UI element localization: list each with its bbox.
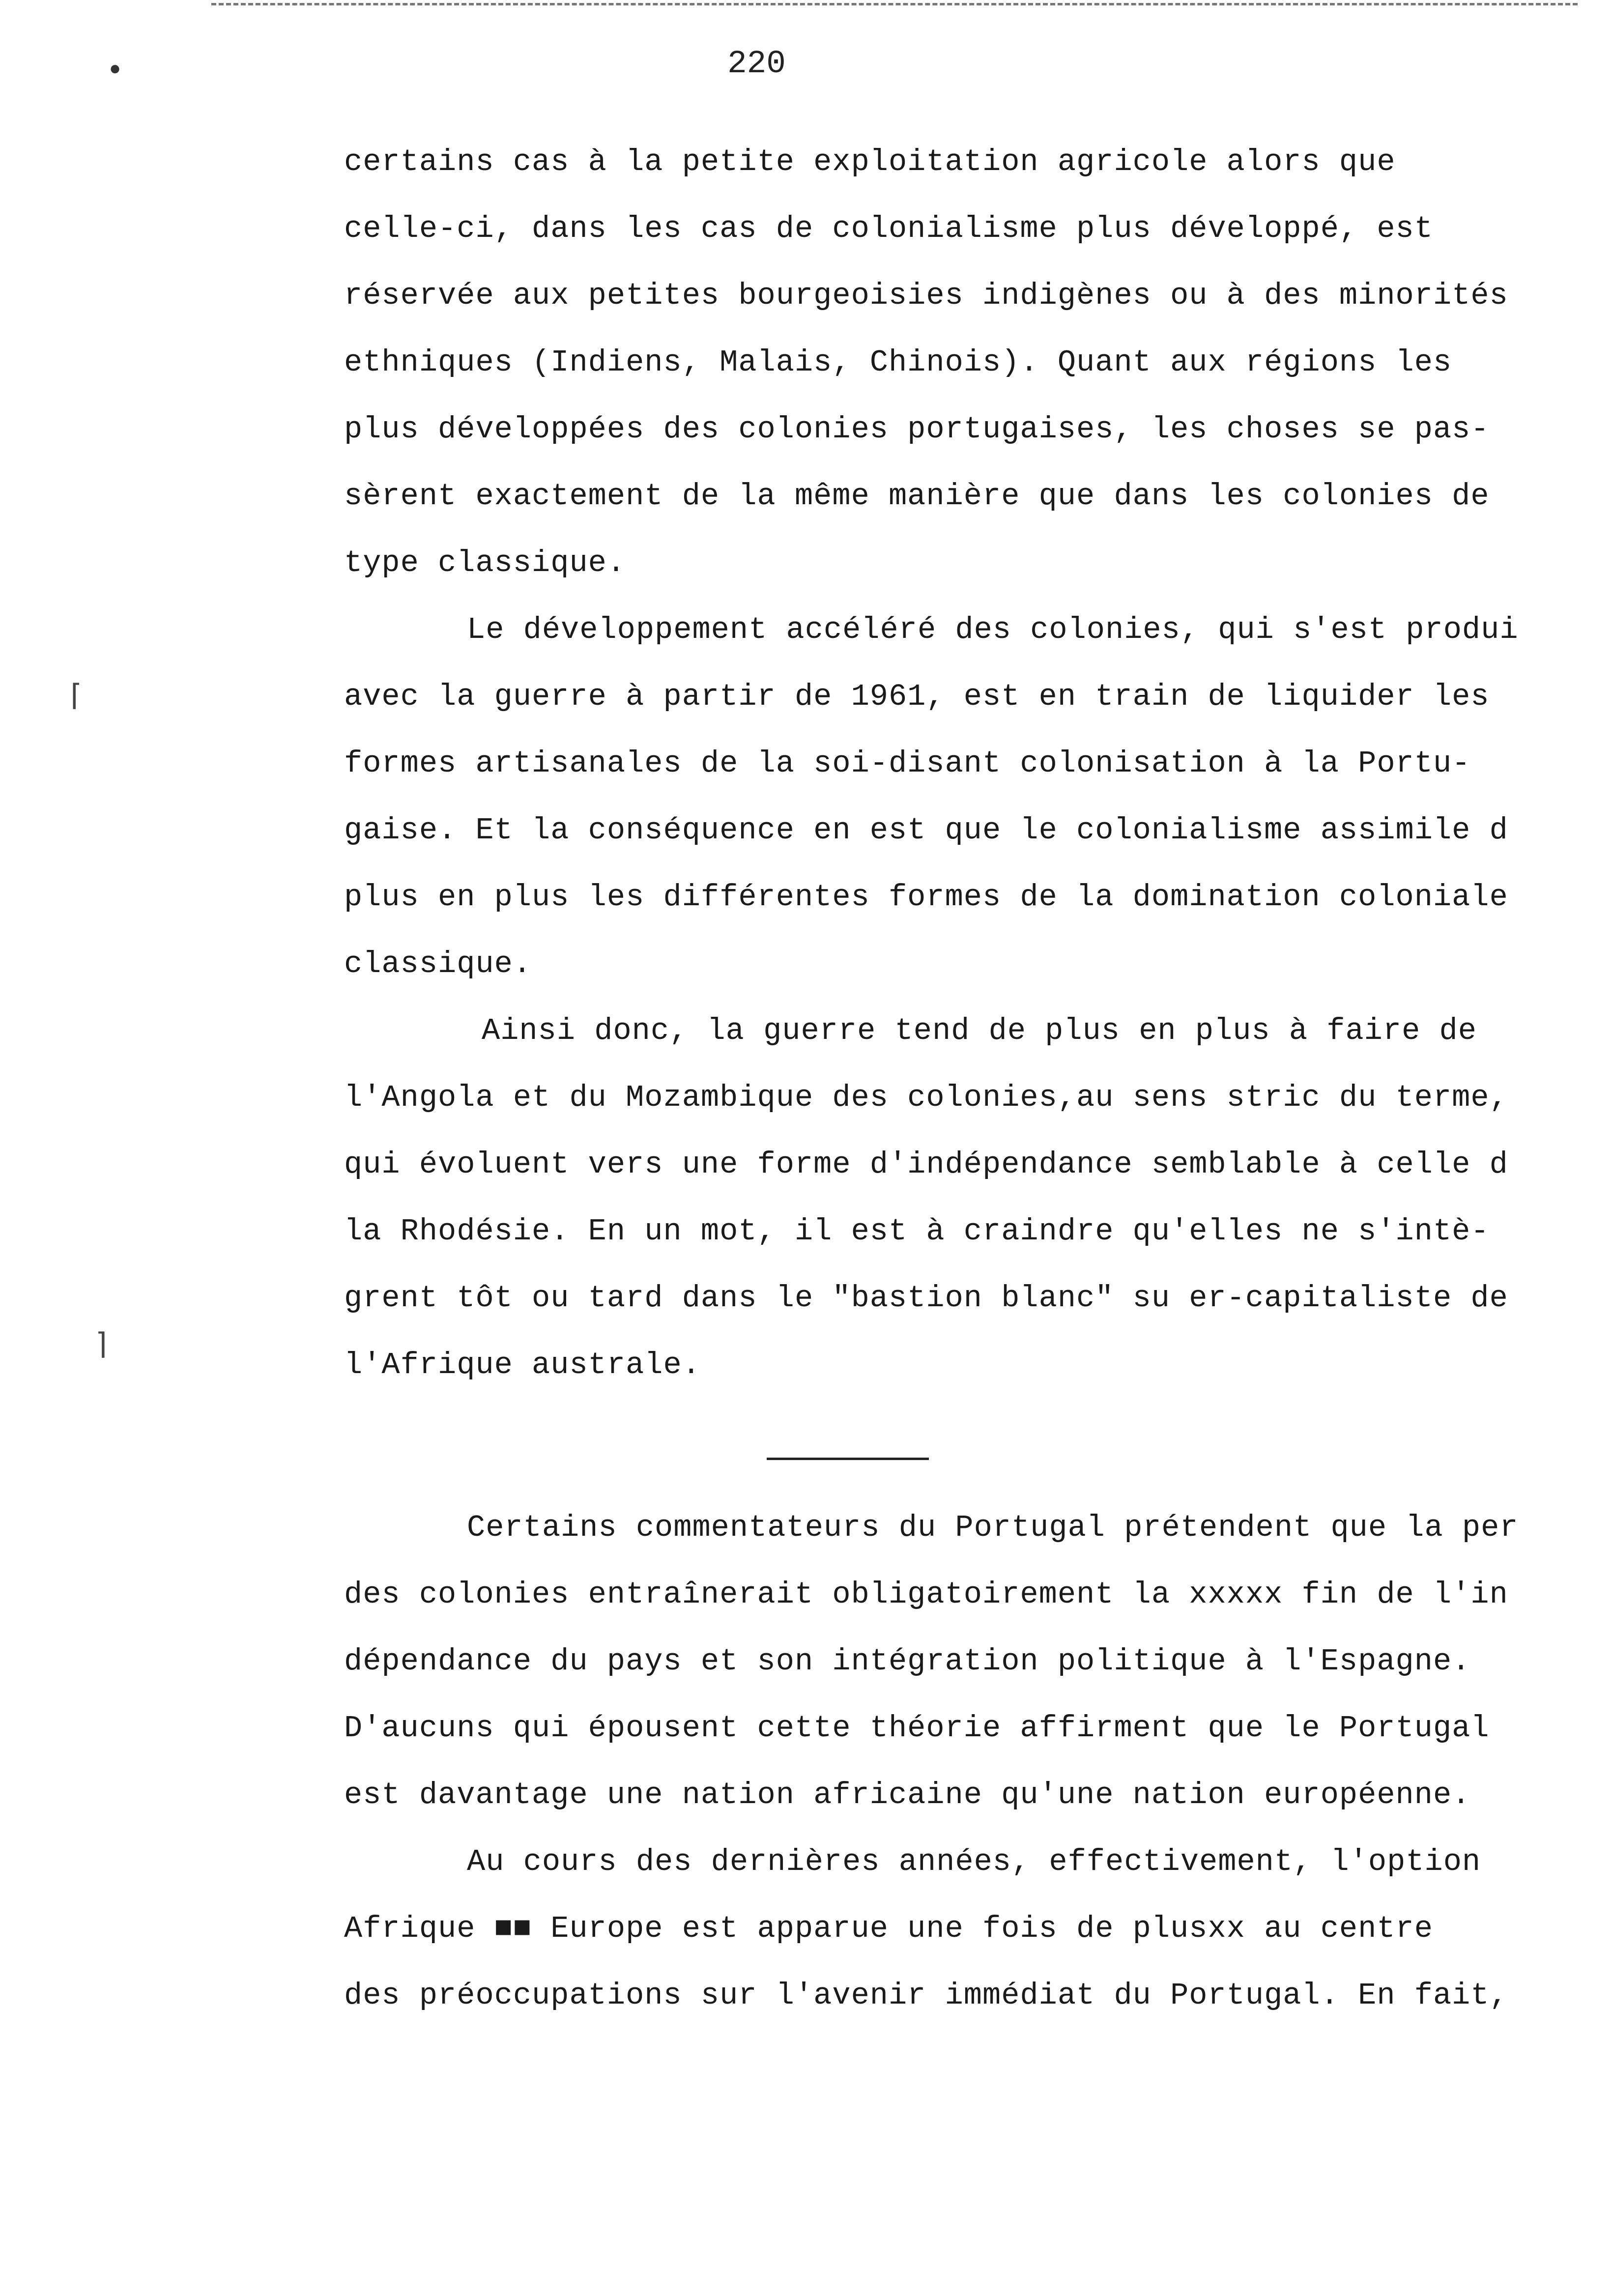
top-edge-rule bbox=[211, 3, 1578, 5]
section-separator bbox=[767, 1458, 929, 1460]
paragraph-2 bbox=[344, 597, 1583, 998]
text-line: Le développement accéléré des colonies, qui s'est produi bbox=[467, 612, 1519, 647]
text-line: des colonies entraînerait obligatoirement la xxxxx fin de l'in bbox=[344, 1577, 1508, 1612]
text-line: Certains commentateurs du Portugal prétendent que la per bbox=[467, 1510, 1519, 1545]
paragraph-3 bbox=[344, 998, 1583, 1399]
text-line: est davantage une nation africaine qu'une nation européenne. bbox=[344, 1778, 1471, 1812]
text-line: sèrent exactement de la même manière que dans les colonies de bbox=[344, 479, 1490, 514]
text-line: ethniques (Indiens, Malais, Chinois). Quant aux régions les bbox=[344, 345, 1452, 380]
text-line: dépendance du pays et son intégration politique à l'Espagne. bbox=[344, 1644, 1471, 1679]
text-line: gaise. Et la conséquence en est que le colonialisme assimile d bbox=[344, 813, 1508, 848]
text-line: classique. bbox=[344, 947, 532, 981]
margin-pencil-mark: ⌉ bbox=[93, 1330, 112, 1363]
paragraph-1 bbox=[344, 129, 1583, 597]
text-line: celle-ci, dans les cas de colonialisme plus développé, est bbox=[344, 211, 1433, 246]
corner-mark: ● bbox=[109, 59, 121, 81]
text-line: type classique. bbox=[344, 545, 626, 580]
text-line: grent tôt ou tard dans le "bastion blanc" su er-capitaliste de bbox=[344, 1281, 1508, 1316]
text-line: Ainsi donc, la guerre tend de plus en plus à faire de bbox=[482, 1013, 1477, 1048]
text-line: Au cours des dernières années, effectivement, l'option bbox=[467, 1844, 1481, 1879]
text-line: qui évoluent vers une forme d'indépendance semblable à celle d bbox=[344, 1147, 1508, 1182]
text-line: l'Angola et du Mozambique des colonies,au sens stric du terme, bbox=[344, 1080, 1508, 1115]
text-line: la Rhodésie. En un mot, il est à craindre qu'elles ne s'intè- bbox=[344, 1214, 1490, 1249]
paragraph-4 bbox=[344, 1494, 1583, 1829]
page-number: 220 bbox=[727, 45, 786, 82]
text-line: certains cas à la petite exploitation agricole alors que bbox=[344, 144, 1396, 179]
text-line: formes artisanales de la soi-disant colonisation à la Portu- bbox=[344, 746, 1471, 781]
text-line: avec la guerre à partir de 1961, est en train de liquider les bbox=[344, 679, 1490, 714]
text-line: plus en plus les différentes formes de la domination coloniale bbox=[344, 880, 1508, 915]
text-line: l'Afrique australe. bbox=[344, 1348, 701, 1382]
text-line: réservée aux petites bourgeoisies indigènes ou à des minorités bbox=[344, 278, 1508, 313]
text-line: plus développées des colonies portugaises, les choses se pas- bbox=[344, 412, 1490, 447]
text-line: Afrique ■■ Europe est apparue une fois de plusxx au centre bbox=[344, 1911, 1433, 1946]
text-line: des préoccupations sur l'avenir immédiat du Portugal. En fait, bbox=[344, 1978, 1508, 2013]
document-body bbox=[344, 129, 1583, 2029]
text-line: D'aucuns qui épousent cette théorie affirment que le Portugal bbox=[344, 1711, 1490, 1746]
paragraph-5 bbox=[344, 1829, 1583, 2029]
margin-pencil-mark: ⌈ bbox=[66, 681, 85, 715]
